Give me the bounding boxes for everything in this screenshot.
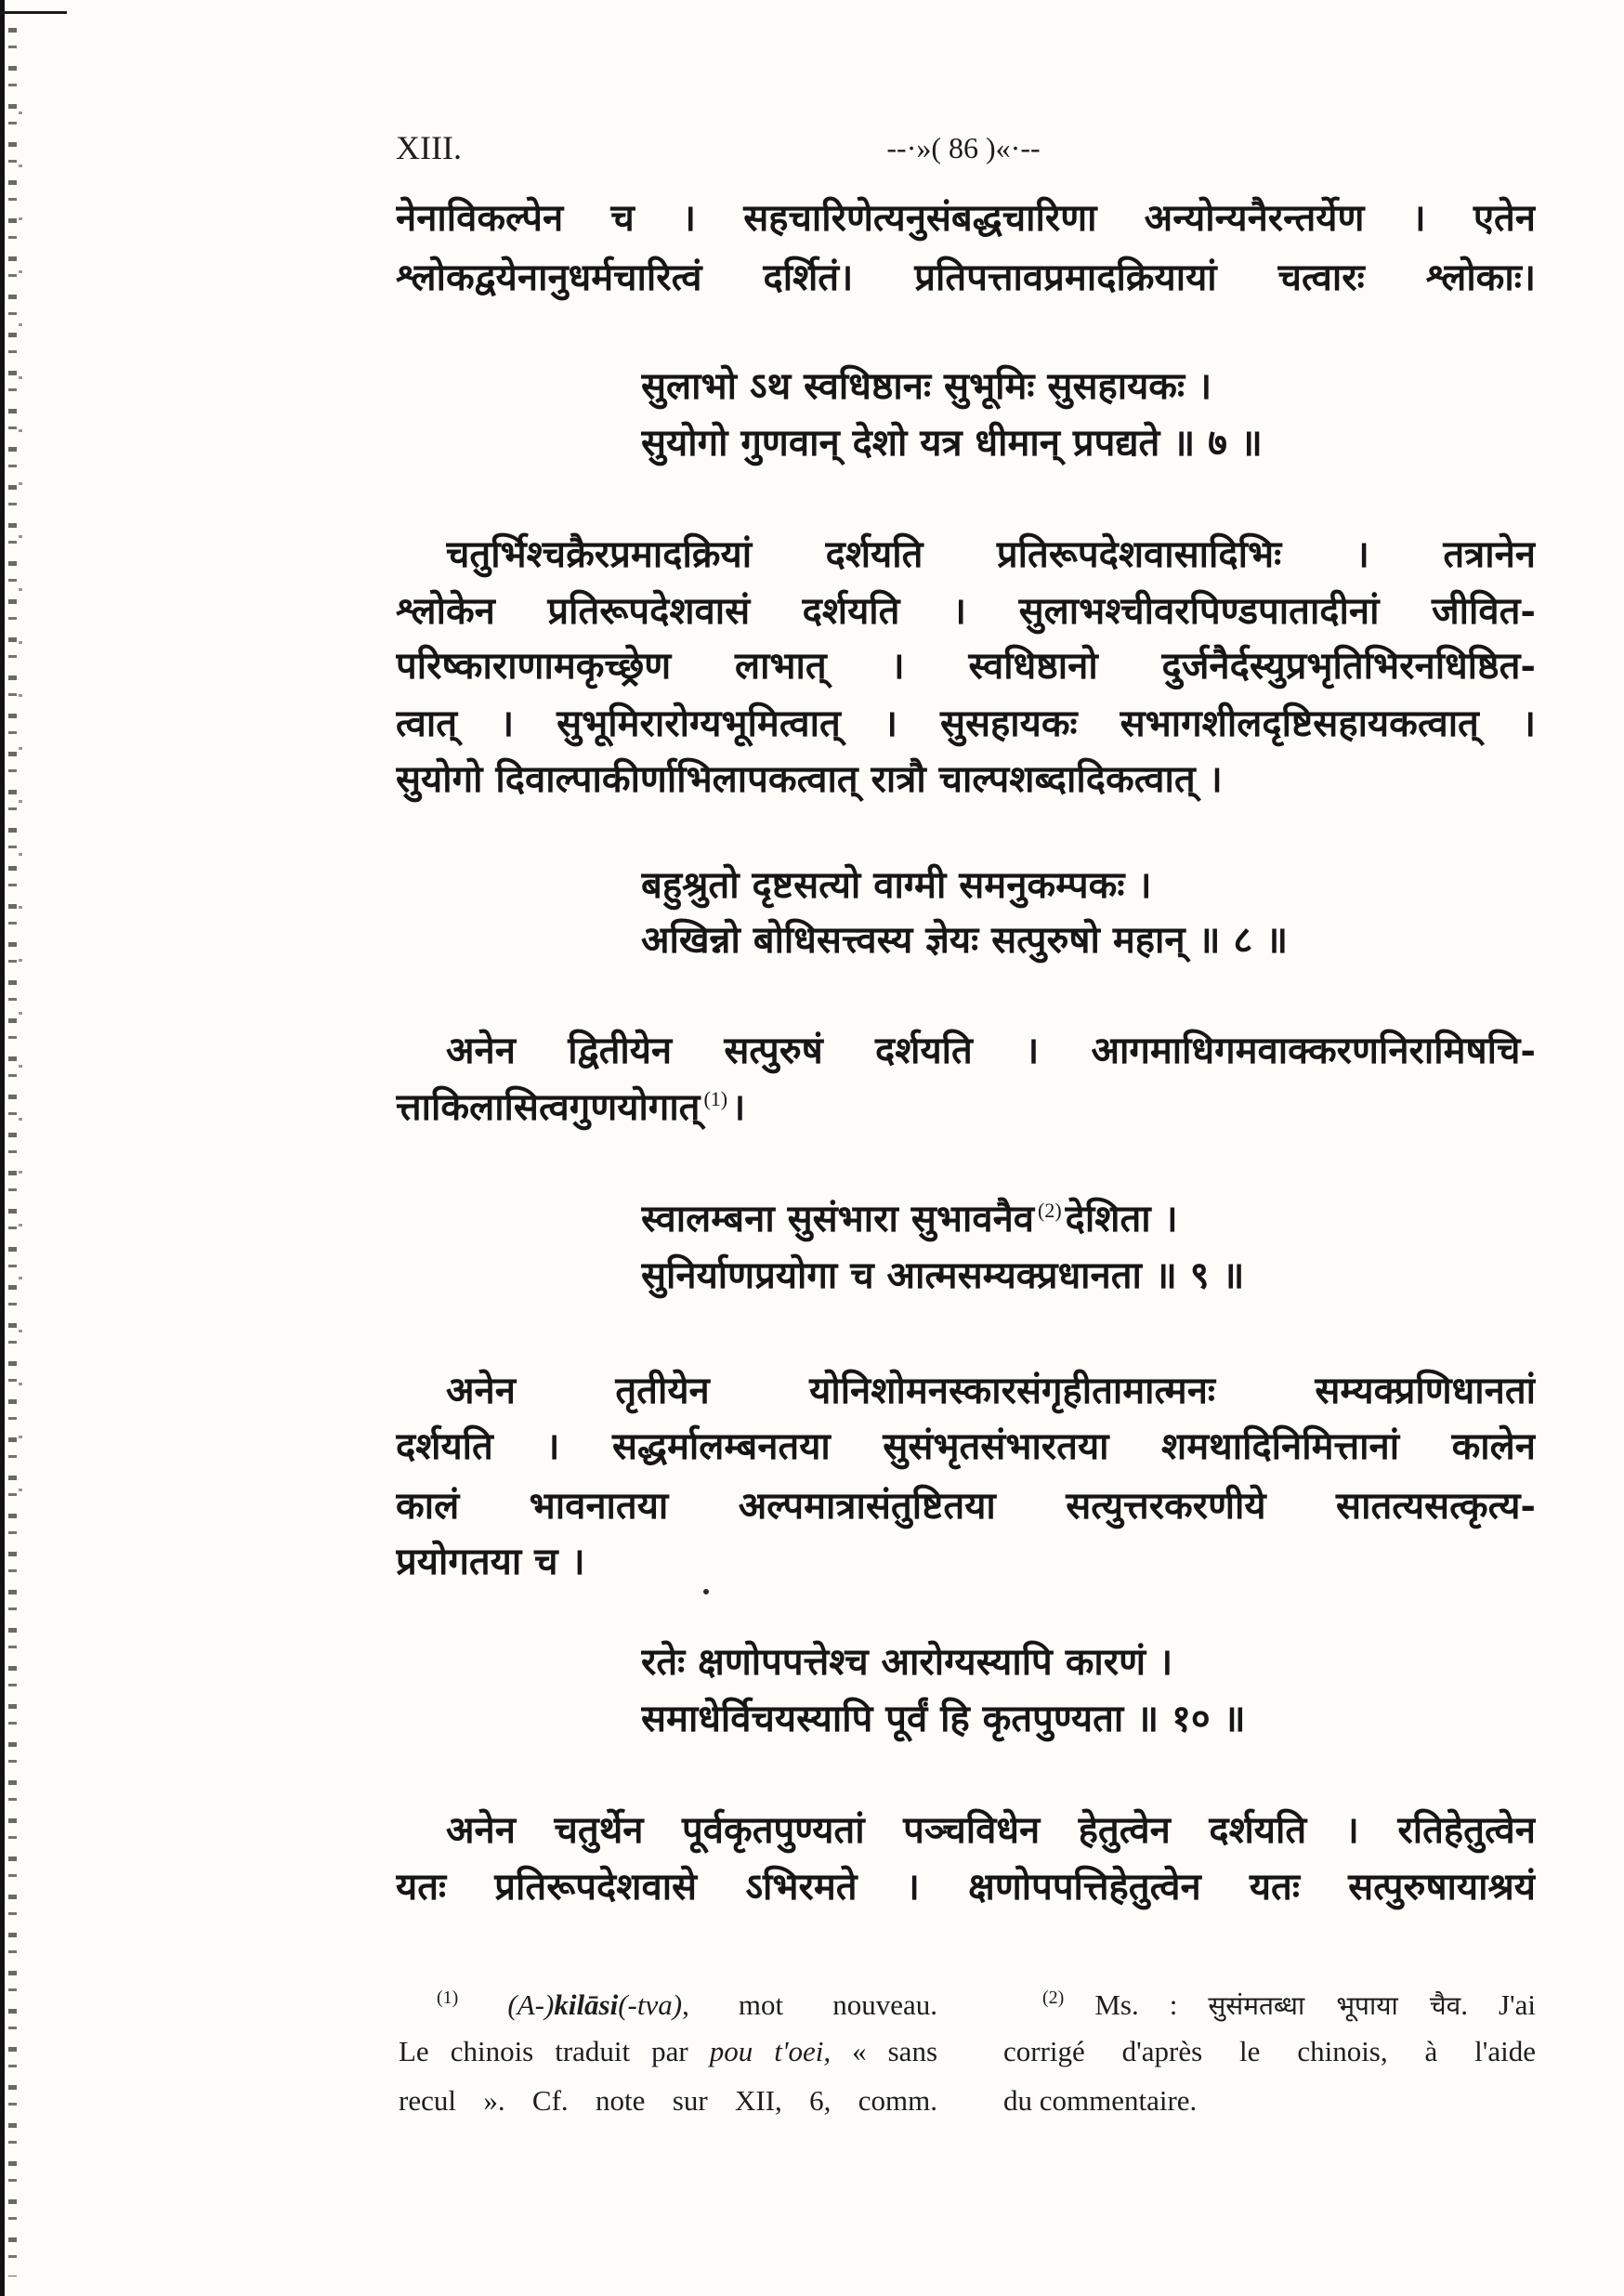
footnote-text: . J'ai: [1460, 1988, 1536, 2021]
footnote-term-suffix: (-tva): [618, 1988, 683, 2021]
ink-speck: [703, 1589, 709, 1594]
binding-speckle: [19, 112, 22, 1505]
footnote-2-line: [1042, 1982, 1536, 2028]
paragraph-line: [396, 1080, 1536, 1135]
paragraph-line: चतुर्भिश्चक्रैरप्रमादक्रियां दर्शयति प्रतिरूपदेशवासादिभिः । तत्रानेन: [446, 532, 1536, 576]
paragraph-line: यतः प्रतिरूपदेशवासे ऽभिरमते । क्षणोपपत्तिहेतुत्वेन यतः सत्पुरुषायाश्रयं: [396, 1865, 1536, 1909]
footnote-term: kilāsi: [554, 1988, 619, 2021]
binding-edge: [0, 0, 5, 2296]
page-number: --·»( 86 )«·--: [886, 131, 1041, 164]
paragraph-line: प्रयोगतया च ।: [396, 1540, 585, 1583]
paragraph-line: श्लोकद्वयेनानुधर्मचारित्वं दर्शितं। प्रतिपत्तावप्रमादक्रियायां चत्वारः श्लोकाः।: [396, 256, 1536, 299]
scan-edge-mark: [0, 11, 67, 14]
footnote-italic: pou t'oei,: [709, 2035, 832, 2067]
chapter-number: XIII.: [396, 129, 462, 166]
footnote-text: Ms. :: [1094, 1988, 1209, 2021]
footnote-text: Le chinois traduit par: [399, 2035, 710, 2067]
verse-line: अखिन्नो बोधिसत्त्वस्य ज्ञेयः सत्पुरुषो महान् ॥ ८ ॥: [641, 918, 1289, 962]
paragraph-line: त्वात् । सुभूमिरारोग्यभूमित्वात् । सुसहायकः सभागशीलदृष्टिसहायकत्वात् ।: [396, 702, 1536, 745]
footnote-1-line: [437, 1982, 937, 2028]
manuscript-reading: सुसंमतब्धा भूपाया चैव: [1208, 1990, 1461, 2021]
paragraph-text: त्ताकिलासित्वगुणयोगात्: [396, 1085, 701, 1129]
paragraph-line: परिष्काराणामकृच्छ्रेण लाभात् । स्वधिष्ठानो दुर्जनैर्दस्युप्रभृतिभिरनधिष्ठित-: [396, 644, 1536, 688]
footnote-1-line: [399, 2028, 937, 2075]
footnote-term-prefix: (A-): [507, 1988, 555, 2021]
verse-text: स्वालम्बना सुसंभारा सुभावनैव: [641, 1197, 1035, 1240]
paragraph-line: श्लोकेन प्रतिरूपदेशवासं दर्शयति । सुलाभश्चीवरपिण्डपातादीनां जीवित-: [396, 589, 1536, 633]
verse-line: बहुश्रुतो दृष्टसत्यो वाग्मी समनुकम्पकः ।: [641, 863, 1152, 907]
verse-line: सुलाभो ऽथ स्वधिष्ठानः सुभूमिः सुसहायकः ।: [641, 364, 1212, 408]
verse-line: रतेः क्षणोपपत्तेश्च आरोग्यस्यापि कारणं ।: [641, 1640, 1173, 1684]
verse-line: सुनिर्याणप्रयोगा च आत्मसम्यक्प्रधानता ॥ ९ ॥: [641, 1253, 1245, 1297]
paragraph-line: अनेन द्वितीयेन सत्पुरुषं दर्शयति । आगमाधिगमवाक्करणनिरामिषचि-: [446, 1029, 1536, 1072]
footnote-ref[interactable]: (2): [1038, 1199, 1062, 1222]
footnote-mark: (1): [437, 1988, 459, 2008]
paragraph-line: नेनाविकल्पेन च । सहचारिणेत्यनुसंबद्धचारिणा अन्योन्यनैरन्तर्येण । एतेन: [396, 196, 1536, 240]
footnote-mark: (2): [1042, 1988, 1065, 2008]
footnote-text: « sans: [831, 2035, 937, 2067]
verse-text: देशिता ।: [1065, 1197, 1178, 1240]
footnote-text: , mot nouveau.: [682, 1988, 937, 2021]
paragraph-line: अनेन चतुर्थेन पूर्वकृतपुण्यतां पञ्चविधेन हेतुत्वेन दर्शयति । रतिहेतुत्वेन: [446, 1808, 1536, 1852]
footnote-ref[interactable]: (1): [703, 1087, 728, 1110]
footnote-2-line: corrigé d'après le chinois, à l'aide: [1003, 2035, 1536, 2067]
verse-line: सुयोगो गुणवान् देशो यत्र धीमान् प्रपद्यते ॥ ७ ॥: [641, 421, 1263, 465]
paragraph-line: कालं भावनातया अल्पमात्रासंतुष्टितया सत्युत्तरकरणीये सातत्यसत्कृत्य-: [396, 1484, 1536, 1528]
footnote-1-line: recul ». Cf. note sur XII, 6, comm.: [399, 2084, 937, 2117]
paragraph-line: दर्शयति । सद्धर्मालम्बनतया सुसंभृतसंभारतया शमथादिनिमित्तानां कालेन: [396, 1424, 1536, 1468]
verse-line: [641, 1191, 1533, 1247]
danda: ।: [731, 1085, 746, 1129]
binding-speckle: [8, 28, 17, 2276]
paragraph-line: अनेन तृतीयेन योनिशोमनस्कारसंगृहीतामात्मनः सम्यक्प्रणिधानतां: [446, 1369, 1536, 1412]
footnote-2-line: du commentaire.: [1003, 2084, 1198, 2117]
verse-line: समाधेर्विचयस्यापि पूर्वं हि कृतपुण्यता ॥ १० ॥: [641, 1697, 1246, 1740]
paragraph-line: सुयोगो दिवाल्पाकीर्णाभिलापकत्वात् रात्रौ चाल्पशब्दादिकत्वात् ।: [396, 757, 1223, 801]
